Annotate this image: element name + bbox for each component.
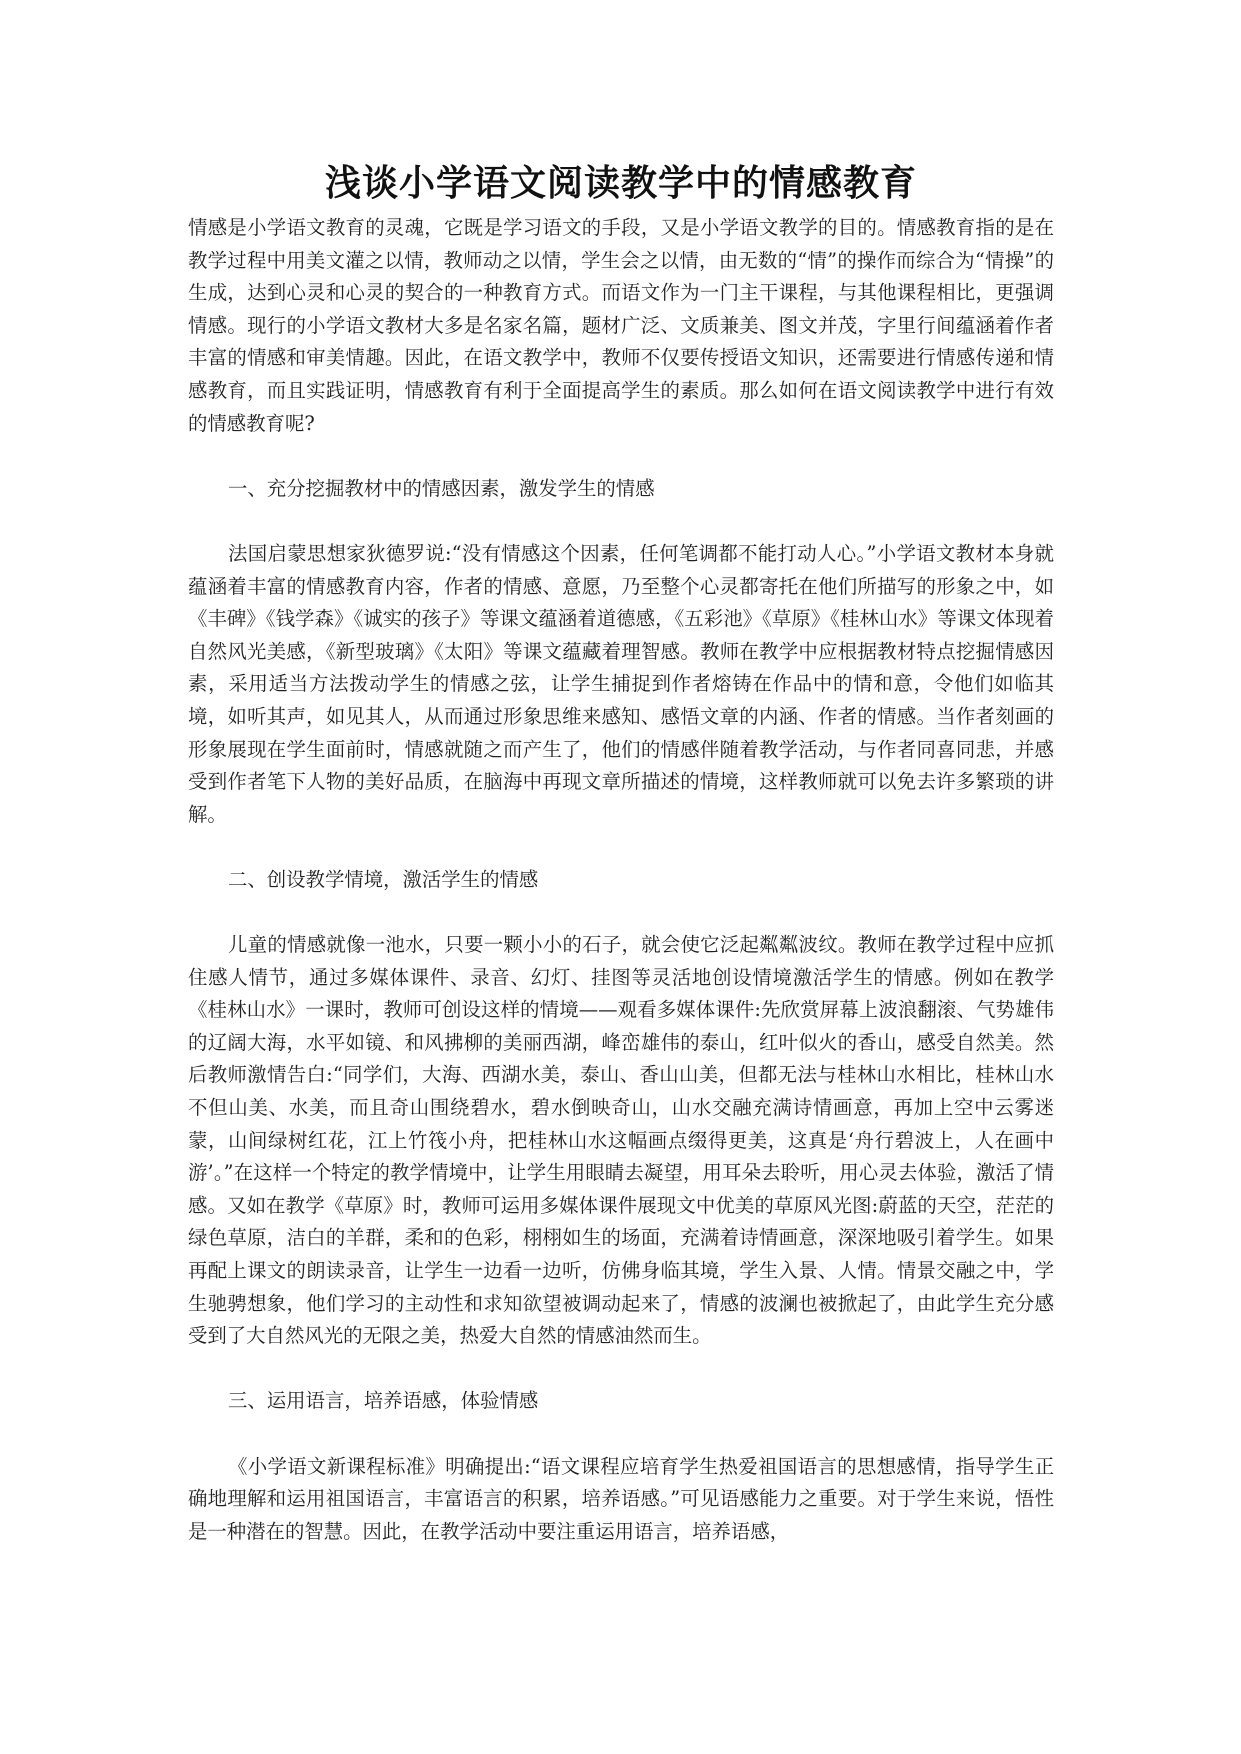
section-2-paragraph: 儿童的情感就像一池水，只要一颗小小的石子，就会使它泛起粼粼波纹。教师在教学过程中应抓住感人情节，通过多媒体课件、录音、幻灯、挂图等灵活地创设情境激活学生的情感。例如在教学《桂林山水》一课时，教师可创设这样的情境——观看多媒体课件:先欣赏屏幕上波浪翻滚、气势雄伟的辽阔大海，水平如镜、和风拂柳的美丽西湖，峰峦雄伟的泰山，红叶似火的香山，感受自然美。然后教师激情告白:“同学们，大海、西湖水美，泰山、香山山美，但都无法与桂林山水相比，桂林山水不但山美、水美，而且奇山围绕碧水，碧水倒映奇山，山水交融充满诗情画意，再加上空中云雾迷蒙，山间绿树红花，江上竹筏小舟，把桂林山水这幅画点缀得更美，这真是‘舟行碧波上，人在画中游’。”在这样一个特定的教学情境中，让学生用眼睛去凝望，用耳朵去聆听，用心灵去体验，激活了情感。又如在教学《草原》时，教师可运用多媒体课件展现文中优美的草原风光图:蔚蓝的天空，茫茫的绿色草原，洁白的羊群，柔和的色彩，栩栩如生的场面，充满着诗情画意，深深地吸引着学生。如果再配上课文的朗读录音，让学生一边看一边听，仿佛身临其境，学生入景、人情。情景交融之中，学生驰骋想象，他们学习的主动性和求知欲望被调动起来了，情感的波澜也被掀起了，由此学生充分感受到了大自然风光的无限之美，热爱大自然的情感油然而生。 [188,933,1054,1348]
document-page [188,160,1054,1548]
section-3-heading: 三、运用语言，培养语感，体验情感 [228,1389,539,1413]
section-3-paragraph: 《小学语文新课程标准》明确提出:“语文课程应培育学生热爱祖国语言的思想感情，指导学生正确地理解和运用祖国语言，丰富语言的积累，培养语感。”可见语感能力之重要。对于学生来说，悟性是一种潜在的智慧。因此，在教学活动中要注重运用语言，培养语感， [188,1454,1054,1543]
spacer [188,440,1054,473]
spacer [188,831,1054,864]
spacer [188,1418,1054,1451]
spacer [188,896,1054,929]
section-1-paragraph: 法国启蒙思想家狄德罗说:“没有情感这个因素，任何笔调都不能打动人心。”小学语文教材本身就蕴涵着丰富的情感教育内容，作者的情感、意愿，乃至整个心灵都寄托在他们所描写的形象之中，如《丰碑》《钱学森》《诚实的孩子》等课文蕴涵着道德感，《五彩池》《草原》《桂林山水》等课文体现着自然风光美感，《新型玻璃》《太阳》等课文蕴藏着理智感。教师在教学中应根据教材特点挖掘情感因素，采用适当方法拨动学生的情感之弦，让学生捕捉到作者熔铸在作品中的情和意，令他们如临其境，如听其声，如见其人，从而通过形象思维来感知、感悟文章的内涵、作者的情感。当作者刻画的形象展现在学生面前时，情感就随之而产生了，他们的情感伴随着教学活动，与作者同喜同悲，并感受到作者笔下人物的美好品质，在脑海中再现文章所描述的情境，这样教师就可以免去许多繁琐的讲解。 [188,541,1054,826]
document-title: 浅谈小学语文阅读教学中的情感教育 [324,163,917,204]
intro-paragraph: 情感是小学语文教育的灵魂，它既是学习语文的手段，又是小学语文教学的目的。情感教育指的是在教学过程中用美文灌之以情，教师动之以情，学生会之以情，由无数的“情”的操作而综合为“情操”的生成，达到心灵和心灵的契合的一种教育方式。而语文作为一门主干课程，与其他课程相比，更强调情感。现行的小学语文教材大多是名家名篇，题材广泛、文质兼美、图文并茂，字里行间蕴涵着作者丰富的情感和审美情趣。因此，在语文教学中，教师不仅要传授语文知识，还需要进行情感传递和情感教育，而且实践证明，情感教育有利于全面提高学生的素质。那么如何在语文阅读教学中进行有效的情感教育呢? [188,216,1054,435]
section-2-heading: 二、创设教学情境，激活学生的情感 [228,867,539,891]
spacer [188,505,1054,538]
section-1-heading: 一、充分挖掘教材中的情感因素，激发学生的情感 [228,476,655,500]
spacer [188,1353,1054,1386]
